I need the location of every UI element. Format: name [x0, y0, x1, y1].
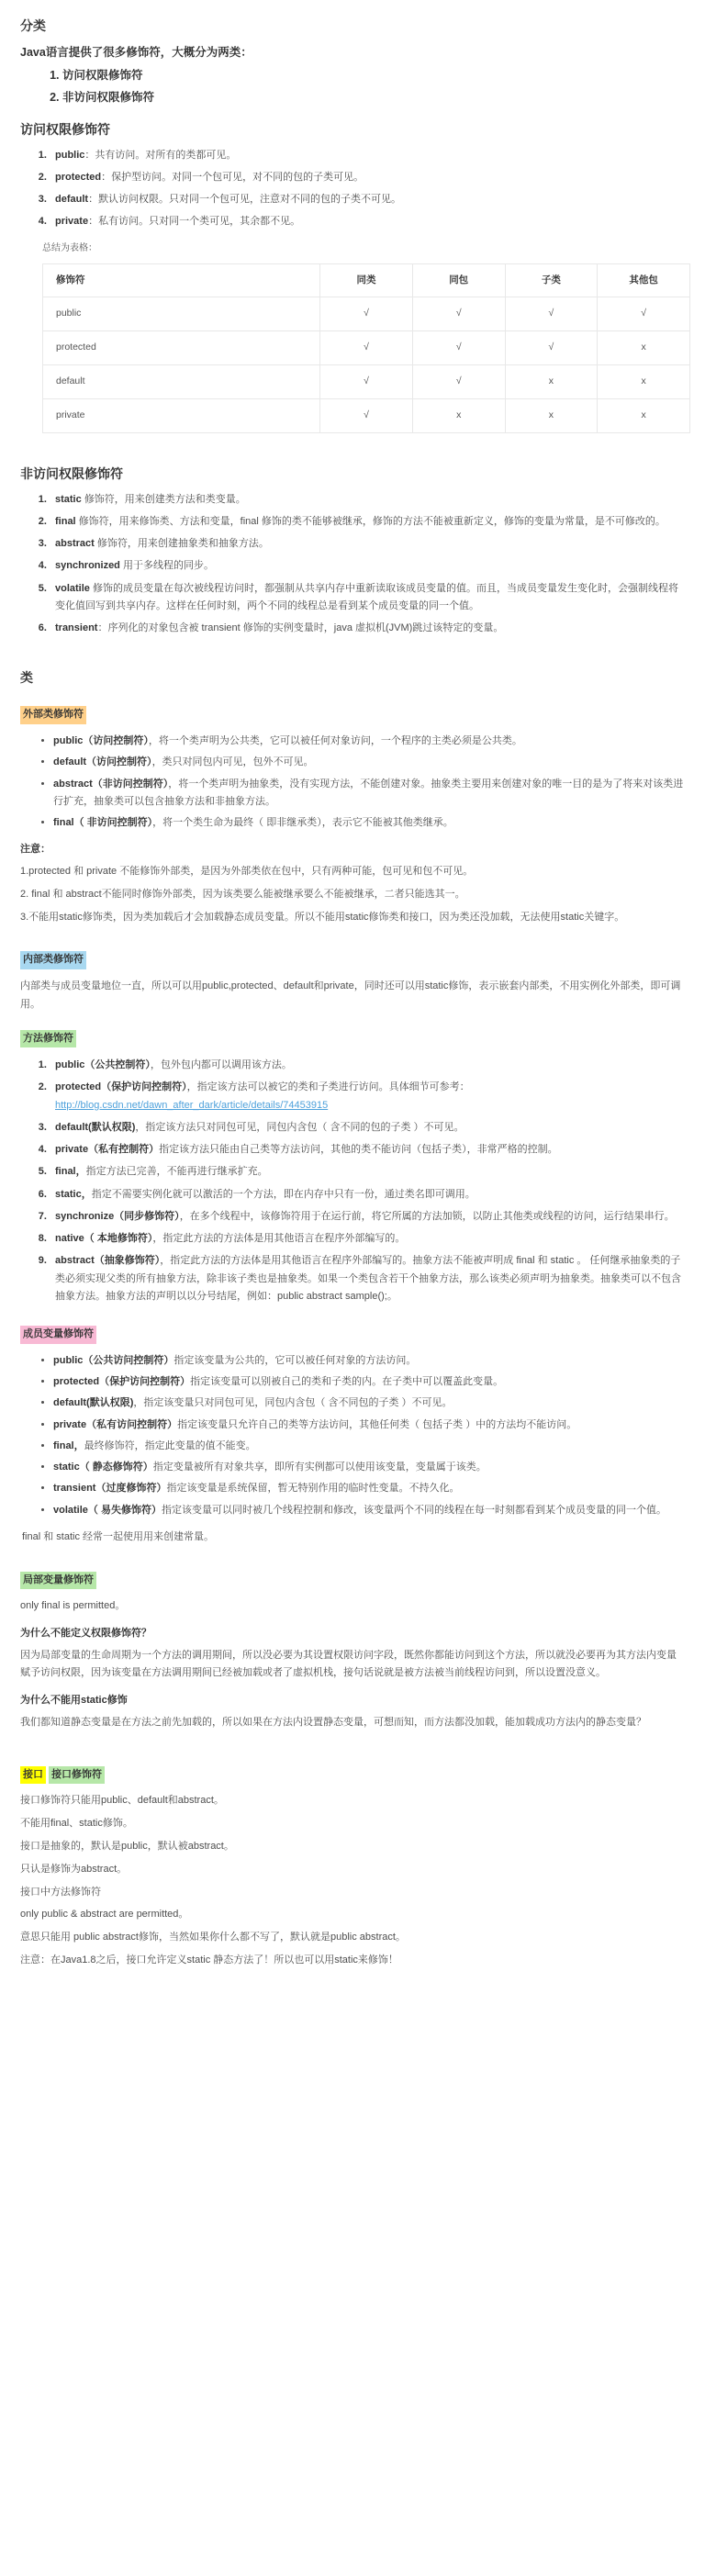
keyword: volatile（ 易失修饰符）: [53, 1504, 162, 1516]
description: 指定不需要实例化就可以激活的一个方法，即在内存中只有一份，通过类名即可调用。: [91, 1188, 476, 1200]
spacer: [20, 1737, 685, 1755]
table-row: [43, 297, 690, 331]
keyword: synchronized: [55, 560, 120, 572]
keyword: static（ 静态修饰符）: [53, 1462, 153, 1473]
keyword: transient（过度修饰符）: [53, 1483, 167, 1495]
keyword: public（公共控制符）: [55, 1059, 151, 1071]
list-item: [50, 580, 685, 616]
keyword: protected（保护访问控制符）: [53, 1376, 191, 1388]
keyword: default(默认权限): [53, 1397, 134, 1409]
description: 修饰的成员变量在每次被线程访问时，都强制从共享内存中重新读取该成员变量的值。而且，当成员变量发生变化时，会强制线程将变化值回写到共享内存。这样在任何时刻，两个不同的线程总是看到某个成员变量的同一个值。: [55, 582, 678, 611]
question-heading-static: 为什么不能用static修饰: [20, 1695, 128, 1707]
spacer: [20, 646, 685, 655]
cell-subclass: √: [505, 331, 598, 365]
column-header: 子类: [505, 263, 598, 297]
keyword: public（访问控制符）: [53, 735, 149, 747]
inner-class-paragraph: 内部类与成员变量地位一直，所以可以用public,protected、default和private，同时还可以用static修饰，表示嵌套内部类，不用实例化外部类，即可调用。: [20, 980, 681, 1010]
description: 指定方法已完善，不能再进行继承扩充。: [85, 1166, 268, 1178]
interface-paragraph-note: 注意：在Java1.8之后，接口允许定义static 静态方法了！所以也可以用static来修饰！: [20, 1954, 398, 1966]
keyword: public: [55, 149, 85, 161]
access-modifier-list: [20, 147, 685, 231]
list-item: [50, 535, 685, 553]
spacer: [20, 442, 685, 452]
separator: ：: [88, 194, 99, 205]
keyword: protected（保护访问控制符）: [55, 1081, 187, 1093]
list-item: [50, 169, 685, 186]
description: ，指定该方法可以被它的类和子类进行访问。具体细节可参考：: [186, 1081, 470, 1093]
description: 默认访问权限。只对同一个包可见，注意对不同的包的子类不可见。: [98, 194, 402, 205]
subsection-heading-local-variable-modifiers: 局部变量修饰符: [20, 1572, 96, 1590]
section-heading-non-access-modifiers: 非访问权限修饰符: [20, 465, 123, 481]
description: 修饰符，用来创建类方法和类变量。: [84, 493, 246, 505]
keyword: default（访问控制符）: [53, 756, 152, 768]
description: ，指定此方法的方法体是用其他语言在程序外部编写的。: [152, 1233, 406, 1245]
column-header: 修饰符: [43, 263, 320, 297]
description: 指定该变量可以别被自己的类和子类的内。在子类中可以覆盖此变量。: [190, 1376, 504, 1388]
keyword: native（ 本地修饰符）: [55, 1233, 153, 1245]
list-item: [53, 1417, 685, 1434]
interface-paragraph: 接口中方法修饰符: [20, 1886, 101, 1898]
interface-paragraph: only public & abstract are permitted。: [20, 1909, 189, 1921]
cell-same-class: √: [320, 331, 413, 365]
keyword: abstract: [55, 538, 95, 550]
interface-paragraph: 不能用final、static修饰。: [20, 1818, 133, 1830]
description: 保护型访问。对同一个包可见，对不同的包的子类可见。: [111, 171, 364, 183]
keyword: final: [55, 515, 76, 527]
list-item: [50, 1079, 685, 1114]
table-header-row: [43, 263, 690, 297]
description: 修饰符，用来创建抽象类和抽象方法。: [96, 538, 269, 550]
list-item: [50, 1186, 685, 1204]
reference-link[interactable]: http://blog.csdn.net/dawn_after_dark/article/details/74453915: [55, 1099, 329, 1111]
cell-same-package: √: [412, 297, 505, 331]
list-item: [53, 814, 685, 832]
list-item: [50, 1119, 685, 1137]
cell-same-class: √: [320, 365, 413, 399]
list-item: [50, 1230, 685, 1248]
list-item: 2. 非访问权限修饰符: [62, 88, 685, 107]
question-answer-local: 因为局部变量的生命周期为一个方法的调用期间，所以没必要为其设置权限访问字段，既然你都能访问到这个方法，所以就没必要再为其方法内变量赋予访问权限，因为该变量在方法调用期间已经被加载或者了虚拟机栈，接句话说就是被方法被当前线程访问到，所以设置没意义。: [20, 1649, 677, 1679]
cell-other-package: x: [598, 398, 690, 432]
keyword: transient: [55, 622, 98, 634]
note-paragraph: 1.protected 和 private 不能修饰外部类，是因为外部类依在包中，只有两种可能，包可见和包不可见。: [20, 866, 474, 877]
note-paragraph: 2. final 和 abstract不能同时修饰外部类，因为该类要么能被继承要么不能被继承，二者只能选其一。: [20, 888, 465, 900]
list-item: [53, 1480, 685, 1497]
subsection-heading-interface-modifiers: 接口修饰符: [49, 1766, 105, 1785]
separator: ：: [101, 171, 112, 183]
description: 修饰符，用来修饰类、方法和变量，final 修饰的类不能够被继承，修饰的方法不能被重新定义，修饰的变量为常量，是不可修改的。: [78, 515, 666, 527]
description: 最终修饰符，指定此变量的值不能变。: [84, 1439, 256, 1451]
table-row: [43, 365, 690, 399]
description: ，将一个类声明为公共类，它可以被任何对象访问，一个程序的主类必须是公共类。: [148, 735, 522, 747]
spacer: [20, 931, 685, 940]
description: 指定该变量是系统保留，暂无特别作用的临时性变量。不持久化。: [166, 1483, 460, 1495]
list-item: [50, 191, 685, 208]
description: ，将一个类声明为抽象类，没有实现方法，不能创建对象。抽象类主要用来创建对象的唯一目的是为了将来对该类进行扩充，抽象类可以包含抽象方法和非抽象方法。: [53, 778, 684, 807]
keyword: static: [55, 493, 82, 505]
keyword: default: [55, 194, 89, 205]
section-heading-classification: 分类: [20, 18, 46, 33]
description: 指定该变量只允许自己的类等方法访问，其他任何类（ 包括子类 ）中的方法均不能访问。: [177, 1418, 577, 1430]
list-item: [53, 1352, 685, 1370]
description: 指定该变量为公共的，它可以被任何对象的方法访问。: [173, 1354, 417, 1366]
keyword: volatile: [55, 582, 90, 594]
description: 指定该变量可以同时被几个线程控制和修改，该变量两个不同的线程在每一时刻都看到某个成员变量的同一个值。: [161, 1504, 666, 1516]
description: 序列化的对象包含被 transient 修饰的实例变量时，java 虚拟机(JVM)跳过该特定的变量。: [107, 622, 504, 634]
cell-same-package: x: [412, 398, 505, 432]
local-variable-paragraph: only final is permitted。: [20, 1600, 126, 1612]
keyword: abstract（抽象修饰符）: [55, 1255, 161, 1267]
column-header: 同类: [320, 263, 413, 297]
description: 私有访问。只对同一个类可见，其余都不见。: [98, 216, 301, 228]
subsection-heading-outer-class: 外部类修饰符: [20, 706, 86, 724]
spacer: [20, 1551, 685, 1561]
column-header: 同包: [412, 263, 505, 297]
subsection-heading-member-modifiers: 成员变量修饰符: [20, 1326, 96, 1344]
section-heading-access-modifiers: 访问权限修饰符: [20, 121, 110, 137]
list-item: [50, 213, 685, 230]
keyword: private（私有控制符）: [55, 1144, 160, 1156]
keyword: final（ 非访问控制符）: [53, 817, 153, 829]
cell-other-package: x: [598, 365, 690, 399]
description: ，指定该变量只对同包可见，同包内含包（ 含不同包的子类 ）不可见。: [133, 1397, 453, 1409]
non-access-modifier-list: [20, 491, 685, 638]
cell-modifier: protected: [43, 331, 320, 365]
subsection-heading-inner-class: 内部类修饰符: [20, 951, 86, 969]
table-row: [43, 398, 690, 432]
note-paragraph: 3.不能用static修饰类，因为类加载后才会加载静态成员变量。所以不能用static修饰类和接口，因为类还没加载，无法使用static关键字。: [20, 911, 625, 923]
description: ，指定该方法只对同包可见，同包内含包（ 含不同的包的子类 ）不可见。: [135, 1121, 464, 1133]
cell-same-package: √: [412, 365, 505, 399]
description: ，在多个线程中，该修饰符用于在运行前，将它所属的方法加锁，以防止其他类或线程的访问，运行结果串行。: [179, 1210, 675, 1222]
keyword: abstract（非访问控制符）: [53, 778, 169, 790]
member-modifier-list: [20, 1352, 685, 1519]
note-label: 注意：: [20, 844, 50, 856]
question-heading-local: 为什么不能定义权限修饰符？: [20, 1627, 151, 1639]
list-item: [50, 1208, 685, 1226]
keyword: final，: [53, 1439, 84, 1451]
list-item: [53, 1373, 685, 1391]
keyword: default(默认权限): [55, 1121, 136, 1133]
cell-same-package: √: [412, 331, 505, 365]
method-modifier-list: [20, 1057, 685, 1305]
list-item: [50, 620, 685, 637]
cell-subclass: x: [505, 398, 598, 432]
separator: ：: [97, 622, 108, 634]
separator: ：: [88, 216, 99, 228]
modifier-category-list: [20, 66, 685, 106]
list-item: 1. 访问权限修饰符: [62, 66, 685, 85]
cell-same-class: √: [320, 398, 413, 432]
list-item: [50, 557, 685, 575]
cell-modifier: default: [43, 365, 320, 399]
keyword: protected: [55, 171, 102, 183]
description: 指定该方法只能由自己类等方法访问，其他的类不能访问（包括子类），非常严格的控制。: [159, 1144, 558, 1156]
keyword: public（公共访问控制符）: [53, 1354, 174, 1366]
description: ，将一个类生命为最终（ 即非继承类），表示它不能被其他类继承。: [152, 817, 453, 829]
member-tail-paragraph: final 和 static 经常一起使用用来创建常量。: [22, 1530, 215, 1542]
list-item: [50, 513, 685, 531]
list-item: [50, 491, 685, 509]
description: ，包外包内都可以调用该方法。: [150, 1059, 292, 1071]
outer-class-modifier-list: [20, 733, 685, 832]
keyword: private（私有访问控制符）: [53, 1418, 178, 1430]
cell-modifier: private: [43, 398, 320, 432]
list-item: [50, 1141, 685, 1159]
description: ，指定此方法的方法体是用其他语言在程序外部编写的。抽象方法不能被声明成 final 和 static 。 任何继承抽象类的子类必须实现父类的所有抽象方法，除非该子类也是抽象类。如果一个类包含若干个抽象方法，那么该类必须声明为抽象类。抽象类可以不包含抽象方法。抽象方法的声明以以分号结尾，例如：public abstract sample();。: [55, 1255, 681, 1302]
list-item: [53, 1438, 685, 1455]
keyword: synchronize（同步修饰符）: [55, 1210, 180, 1222]
keyword: final，: [55, 1166, 86, 1178]
list-item: [50, 1252, 685, 1305]
list-item: [53, 754, 685, 771]
list-item: [53, 776, 685, 812]
table-caption: 总结为表格：: [42, 242, 97, 253]
list-item: [50, 1163, 685, 1181]
description: ，类只对同包内可见，包外不可见。: [151, 756, 314, 768]
keyword: static，: [55, 1188, 92, 1200]
separator: ：: [84, 149, 95, 161]
access-permission-table: [42, 263, 690, 433]
intro-paragraph: Java语言提供了很多修饰符，大概分为两类：: [20, 46, 252, 59]
description: 用于多线程的同步。: [122, 560, 214, 572]
description: 共有访问。对所有的类都可见。: [95, 149, 237, 161]
cell-other-package: x: [598, 331, 690, 365]
interface-paragraph: 只认是修饰为abstract。: [20, 1863, 128, 1875]
list-item: [53, 1502, 685, 1519]
keyword: private: [55, 216, 89, 228]
cell-subclass: x: [505, 365, 598, 399]
section-heading-interface: 接口: [20, 1766, 46, 1785]
description: 指定变量被所有对象共享，即所有实例都可以使用该变量，变量属于该类。: [152, 1462, 487, 1473]
interface-paragraph: 意思只能用 public abstract修饰，当然如果你什么都不写了，默认就是public abstract。: [20, 1932, 406, 1943]
list-item: [53, 1394, 685, 1412]
question-answer-static: 我们都知道静态变量是在方法之前先加载的，所以如果在方法内设置静态变量，可想而知，而方法都没加载，能加载成功方法内的静态变量？: [20, 1716, 646, 1728]
cell-other-package: √: [598, 297, 690, 331]
interface-paragraph: 接口修饰符只能用public、default和abstract。: [20, 1795, 224, 1807]
section-heading-class: 类: [20, 670, 33, 686]
cell-subclass: √: [505, 297, 598, 331]
subsection-heading-method-modifiers: 方法修饰符: [20, 1030, 76, 1048]
cell-modifier: public: [43, 297, 320, 331]
list-item: [50, 147, 685, 164]
list-item: [50, 1057, 685, 1074]
list-item: [53, 1459, 685, 1476]
column-header: 其他包: [598, 263, 690, 297]
cell-same-class: √: [320, 297, 413, 331]
table-row: [43, 331, 690, 365]
interface-paragraph: 接口是抽象的，默认是public，默认被abstract。: [20, 1840, 234, 1852]
list-item: [53, 733, 685, 750]
